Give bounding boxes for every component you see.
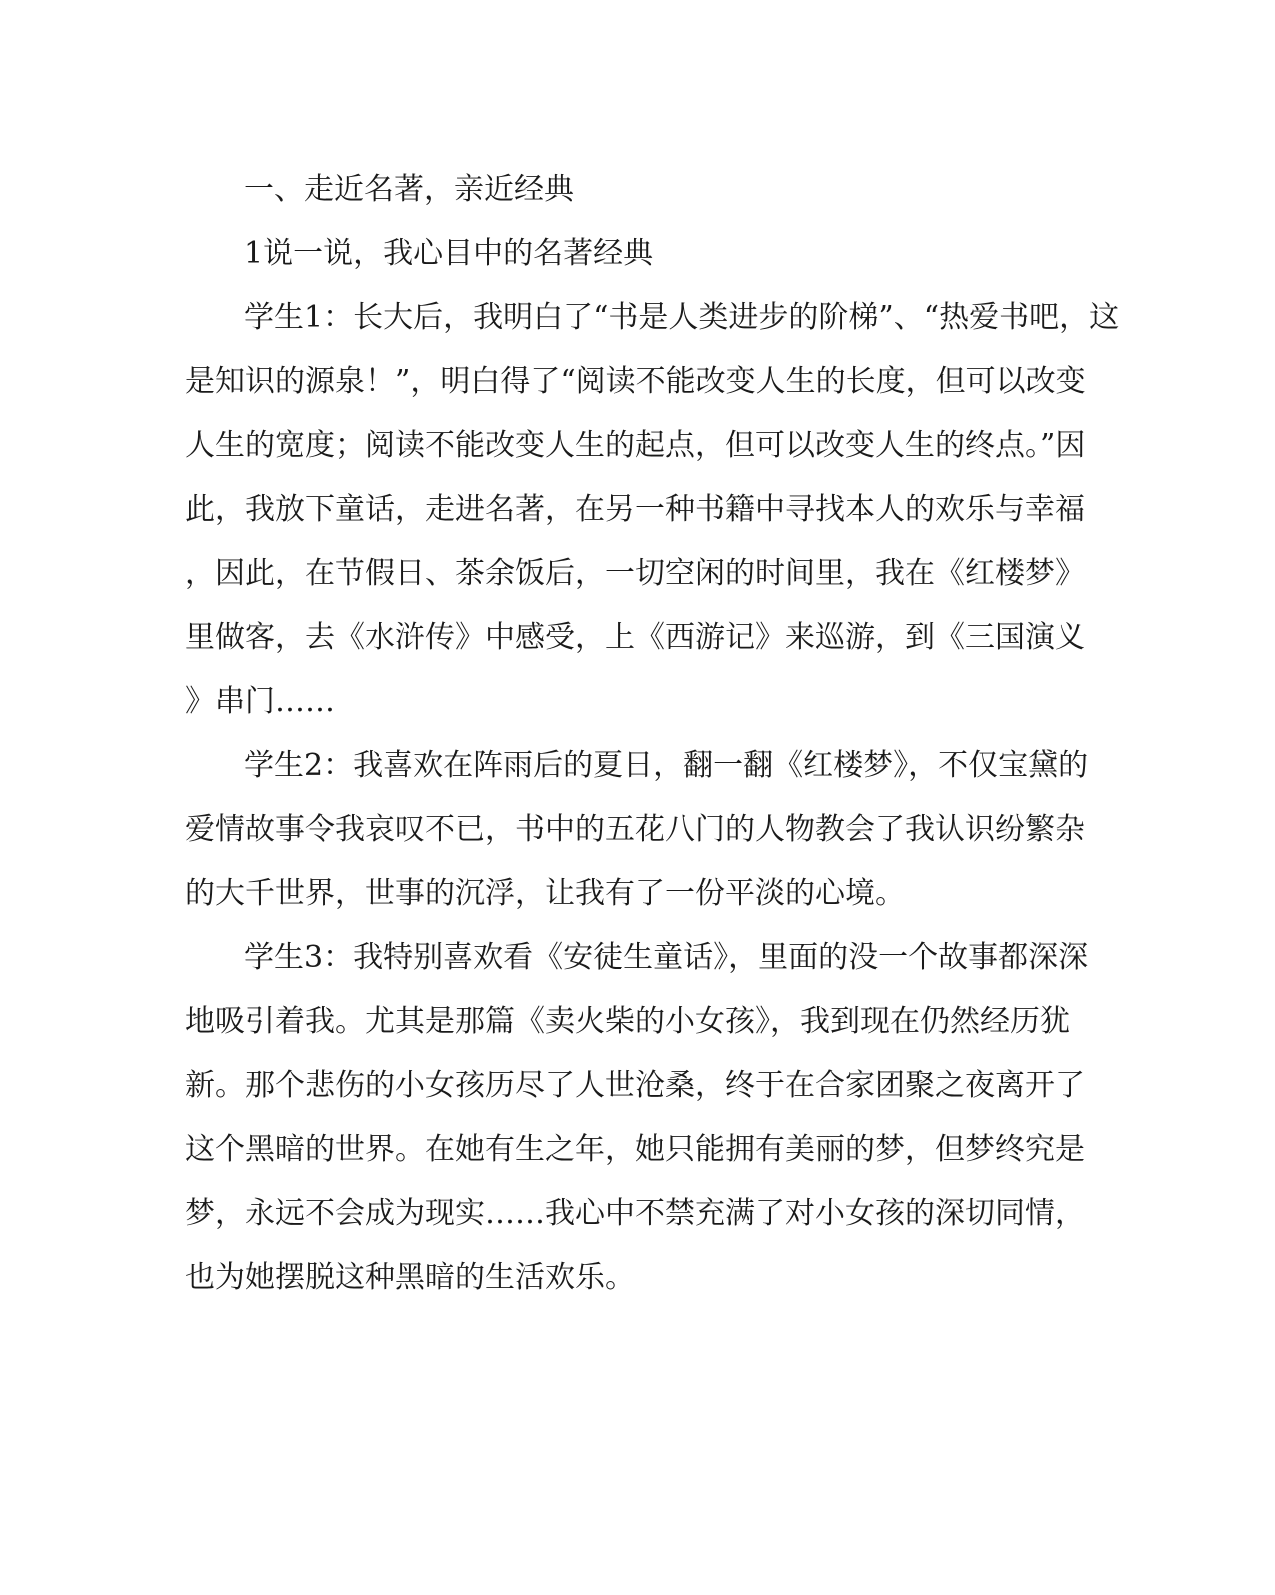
paragraph-line: 爱情故事令我哀叹不已，书中的五花八门的人物教会了我认识纷繁杂 bbox=[185, 812, 1085, 847]
paragraph-line: 也为她摆脱这种黑暗的生活欢乐。 bbox=[185, 1260, 635, 1295]
paragraph-line: 学生3：我特别喜欢看《安徒生童话》，里面的没一个故事都深深 bbox=[244, 940, 1089, 975]
paragraph-line: 是知识的源泉！”，明白得了“阅读不能改变人生的长度，但可以改变 bbox=[185, 364, 1086, 399]
paragraph-line: 学生1：长大后，我明白了“书是人类进步的阶梯”、“热爱书吧，这 bbox=[244, 300, 1120, 335]
paragraph-line: 新。那个悲伤的小女孩历尽了人世沧桑，终于在合家团聚之夜离开了 bbox=[185, 1068, 1085, 1103]
paragraph-line: 》串门…… bbox=[185, 684, 335, 719]
paragraph-line: 学生2：我喜欢在阵雨后的夏日，翻一翻《红楼梦》，不仅宝黛的 bbox=[244, 748, 1089, 783]
paragraph-line: ，因此，在节假日、茶余饭后，一切空闲的时间里，我在《红楼梦》 bbox=[185, 556, 1085, 591]
sub-heading: 1说一说，我心目中的名著经典 bbox=[244, 236, 654, 271]
section-heading: 一、走近名著，亲近经典 bbox=[244, 172, 574, 207]
paragraph-line: 的大千世界，世事的沉浮，让我有了一份平淡的心境。 bbox=[185, 876, 905, 911]
paragraph-line: 这个黑暗的世界。在她有生之年，她只能拥有美丽的梦，但梦终究是 bbox=[185, 1132, 1085, 1167]
paragraph-line: 地吸引着我。尤其是那篇《卖火柴的小女孩》，我到现在仍然经历犹 bbox=[185, 1004, 1070, 1039]
paragraph-line: 人生的宽度；阅读不能改变人生的起点，但可以改变人生的终点。”因 bbox=[185, 428, 1086, 463]
paragraph-line: 里做客，去《水浒传》中感受，上《西游记》来巡游，到《三国演义 bbox=[185, 620, 1085, 655]
paragraph-line: 梦，永远不会成为现实……我心中不禁充满了对小女孩的深切同情， bbox=[185, 1196, 1085, 1231]
paragraph-line: 此，我放下童话，走进名著，在另一种书籍中寻找本人的欢乐与幸福 bbox=[185, 492, 1085, 527]
